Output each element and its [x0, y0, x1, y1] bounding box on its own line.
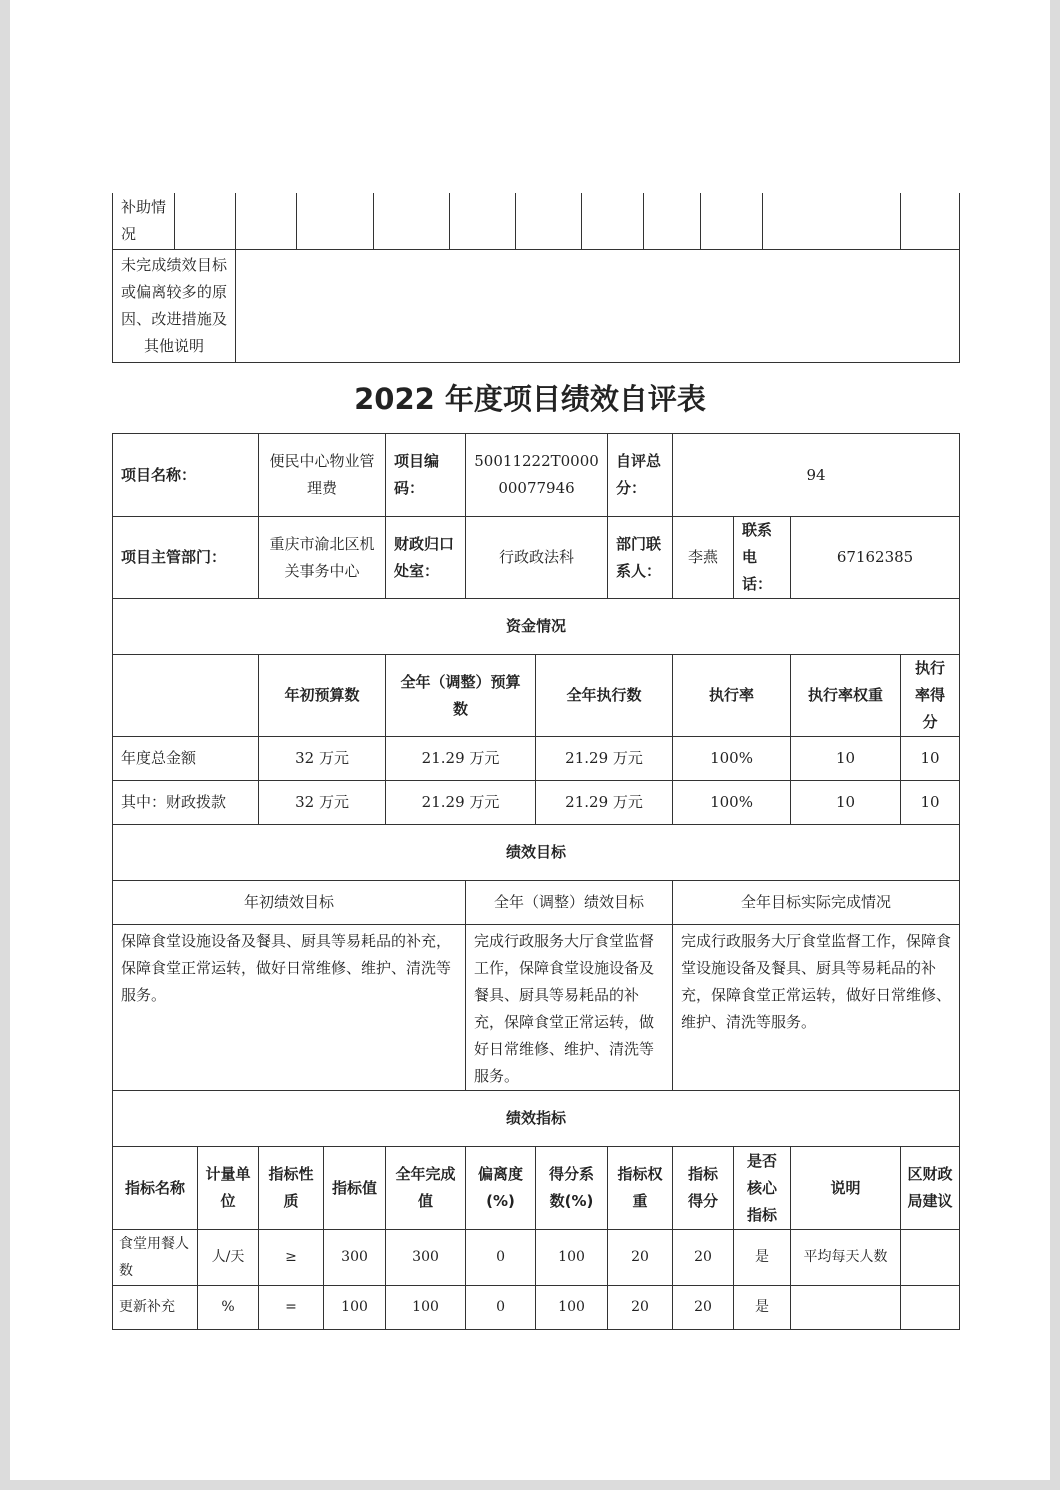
indicator-cell: 20 [608, 1286, 673, 1330]
funds-cell: 21.29 万元 [536, 737, 673, 781]
indicator-cell: 更新补充 [113, 1286, 198, 1330]
indicator-header: 偏离度(%) [466, 1147, 536, 1230]
indicator-cell: 20 [673, 1286, 734, 1330]
funds-cell: 10 [901, 781, 960, 825]
contact-label: 部门联系人： [608, 517, 673, 599]
funds-cell: 10 [791, 781, 901, 825]
phone-value: 67162385 [791, 517, 960, 599]
indicator-cell: 300 [386, 1230, 466, 1286]
project-code-value: 50011222T000000077946 [466, 434, 608, 517]
indicator-header: 指标值 [324, 1147, 386, 1230]
indicator-cell: 0 [466, 1230, 536, 1286]
goals-header-row [113, 881, 960, 925]
finance-office-value: 行政政法科 [466, 517, 608, 599]
indicator-cell: 100 [536, 1230, 608, 1286]
self-score-value: 94 [673, 434, 960, 517]
indicator-cell: 食堂用餐人数 [113, 1230, 198, 1286]
indicator-header: 计量单位 [198, 1147, 259, 1230]
funds-cell: 21.29 万元 [386, 737, 536, 781]
subsidy-row [113, 193, 960, 249]
indicator-row [113, 1286, 960, 1330]
goals-content-row [113, 925, 960, 1091]
indicator-cell: 平均每天人数 [791, 1230, 901, 1286]
funds-header-adjusted-budget: 全年（调整）预算数 [386, 655, 536, 737]
indicator-cell [901, 1286, 960, 1330]
indicator-cell: 是 [734, 1286, 791, 1330]
indicator-cell: ≥ [259, 1230, 324, 1286]
goal-adjusted-text: 完成行政服务大厅食堂监督工作，保障食堂设施设备及餐具、厨具等易耗品的补充，保障食堂正常运转，做好日常维修、维护、清洗等服务。 [466, 925, 673, 1091]
funds-cell: 32 万元 [259, 781, 386, 825]
goals-section-row [113, 825, 960, 881]
indicator-cell: 100 [324, 1286, 386, 1330]
indicators-section-title: 绩效指标 [113, 1091, 960, 1147]
indicator-header: 是否核心指标 [734, 1147, 791, 1230]
indicator-cell: 人/天 [198, 1230, 259, 1286]
funds-header-row [113, 655, 960, 737]
funds-header-initial-budget: 年初预算数 [259, 655, 386, 737]
evaluation-table [112, 433, 960, 1330]
notes-value [236, 249, 960, 362]
funds-row-label: 其中：财政拨款 [113, 781, 259, 825]
funds-header-execution-rate: 执行率 [673, 655, 791, 737]
indicator-cell: = [259, 1286, 324, 1330]
self-score-label: 自评总分： [608, 434, 673, 517]
goals-header-adjusted: 全年（调整）绩效目标 [466, 881, 673, 925]
indicator-header: 区财政局建议 [901, 1147, 960, 1230]
indicator-row [113, 1230, 960, 1286]
goals-header-initial: 年初绩效目标 [113, 881, 466, 925]
goal-initial-text: 保障食堂设施设备及餐具、厨具等易耗品的补充，保障食堂正常运转，做好日常维修、维护、清洗等服务。 [113, 925, 466, 1091]
funds-cell: 10 [791, 737, 901, 781]
funds-section-row [113, 599, 960, 655]
finance-office-label: 财政归口处室： [386, 517, 466, 599]
funds-cell: 100% [673, 781, 791, 825]
funds-section-title: 资金情况 [113, 599, 960, 655]
goal-actual-text: 完成行政服务大厅食堂监督工作，保障食堂设施设备及餐具、厨具等易耗品的补充，保障食堂正常运转，做好日常维修、维护、清洗等服务。 [673, 925, 960, 1091]
funds-cell: 21.29 万元 [536, 781, 673, 825]
previous-table-continuation [112, 193, 960, 363]
indicators-section-row [113, 1091, 960, 1147]
contact-value: 李燕 [673, 517, 734, 599]
indicators-header-row [113, 1147, 960, 1230]
indicator-header: 指标性质 [259, 1147, 324, 1230]
project-code-label: 项目编码： [386, 434, 466, 517]
funds-row [113, 737, 960, 781]
goals-header-actual: 全年目标实际完成情况 [673, 881, 960, 925]
notes-row [113, 249, 960, 362]
document-page [10, 0, 1050, 1480]
indicator-cell: 20 [608, 1230, 673, 1286]
funds-cell: 10 [901, 737, 960, 781]
indicator-cell: 300 [324, 1230, 386, 1286]
indicator-cell: 100 [386, 1286, 466, 1330]
funds-header-rate-score: 执行率得分 [901, 655, 960, 737]
department-value: 重庆市渝北区机关事务中心 [259, 517, 386, 599]
indicator-header: 说明 [791, 1147, 901, 1230]
funds-header-executed: 全年执行数 [536, 655, 673, 737]
indicator-header: 指标得分 [673, 1147, 734, 1230]
subsidy-label: 补助情况 [113, 193, 175, 249]
project-name-label: 项目名称： [113, 434, 259, 517]
funds-row-label: 年度总金额 [113, 737, 259, 781]
indicator-header: 全年完成值 [386, 1147, 466, 1230]
funds-cell: 32 万元 [259, 737, 386, 781]
indicator-header: 得分系数(%) [536, 1147, 608, 1230]
funds-cell: 21.29 万元 [386, 781, 536, 825]
funds-row [113, 781, 960, 825]
indicator-cell: 100 [536, 1286, 608, 1330]
indicator-header: 指标名称 [113, 1147, 198, 1230]
phone-label: 联系电话： [734, 517, 791, 599]
funds-header-rate-weight: 执行率权重 [791, 655, 901, 737]
project-info-row [113, 434, 960, 517]
funds-cell: 100% [673, 737, 791, 781]
indicator-cell: 0 [466, 1286, 536, 1330]
indicator-header: 指标权重 [608, 1147, 673, 1230]
department-info-row [113, 517, 960, 599]
project-name-value: 便民中心物业管理费 [259, 434, 386, 517]
department-label: 项目主管部门： [113, 517, 259, 599]
indicator-cell: % [198, 1286, 259, 1330]
indicator-cell [791, 1286, 901, 1330]
notes-label: 未完成绩效目标或偏离较多的原因、改进措施及其他说明 [113, 249, 236, 362]
indicator-cell: 是 [734, 1230, 791, 1286]
indicator-cell [901, 1230, 960, 1286]
document-title: 2022 年度项目绩效自评表 [354, 382, 706, 416]
goals-section-title: 绩效目标 [113, 825, 960, 881]
indicator-cell: 20 [673, 1230, 734, 1286]
